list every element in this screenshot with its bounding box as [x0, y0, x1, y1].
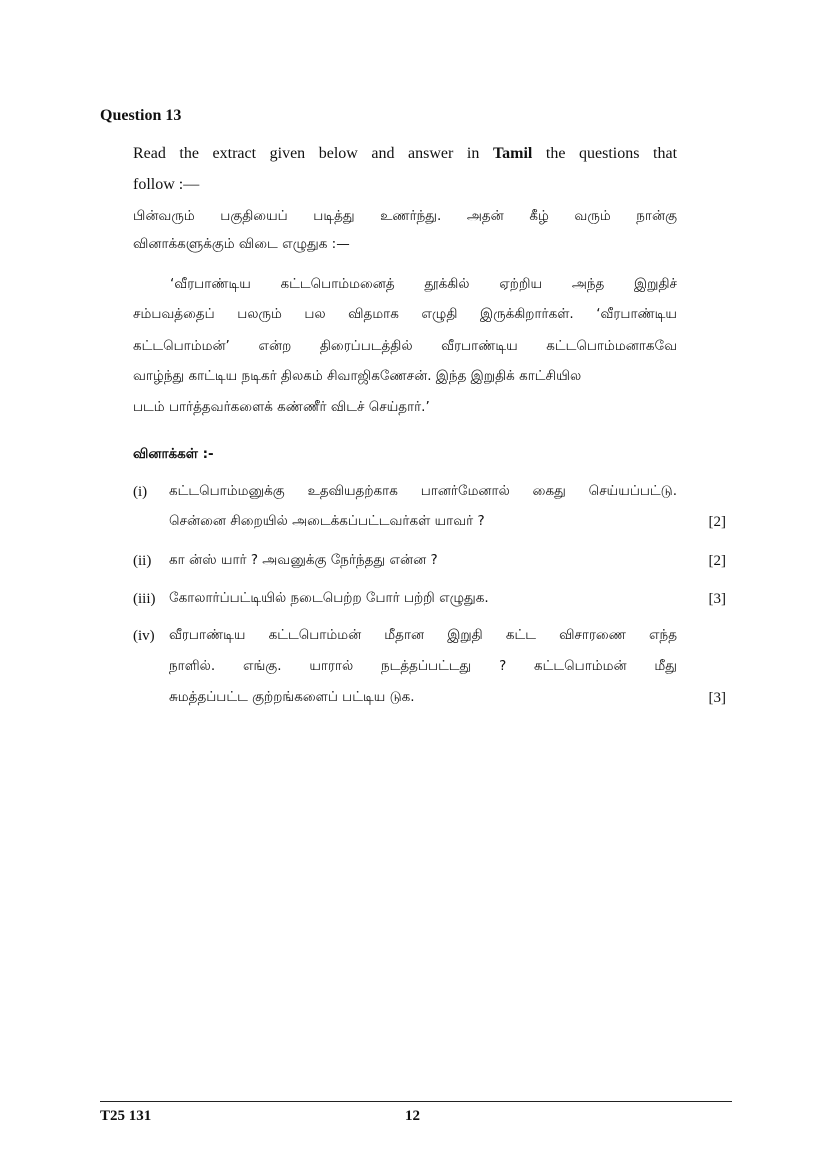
- question-i-marks: [2]: [708, 514, 726, 530]
- footer-divider: [100, 1101, 732, 1102]
- instruction-line-1: [133, 145, 677, 163]
- instruction-text-b: the questions that: [545, 145, 678, 162]
- extract-line-2: சம்பவத்தைப் பலரும் பல விதமாக எழுதி இருக்கிறார்கள். ‘வீரபாண்டிய: [133, 306, 677, 322]
- question-i-line-1: கட்டபொம்மனுக்கு உதவியதற்காக பானர்மேனால் கைது செய்யப்பட்டு.: [169, 483, 677, 499]
- question-iv-line-1: வீரபாண்டிய கட்டபொம்மன் மீதான இறுதி கட்ட விசாரணை எந்த: [169, 627, 677, 643]
- question-ii-marks: [2]: [708, 553, 726, 569]
- question-number-iii: (iii): [133, 591, 156, 607]
- tamil-instruction-line-1: பின்வரும் பகுதியைப் படித்து உணர்ந்து. அதன் கீழ் வரும் நான்கு: [133, 208, 677, 224]
- question-number-iv: (iv): [133, 628, 155, 644]
- question-iv-marks: [3]: [708, 690, 726, 706]
- footer-paper-code: T25 131: [100, 1108, 152, 1124]
- footer-page-number: 12: [405, 1108, 420, 1124]
- instruction-line-2: follow :—: [133, 176, 200, 193]
- question-number-ii: (ii): [133, 553, 152, 569]
- extract-line-3: கட்டபொம்மன்’ என்ற திரைப்படத்தில் வீரபாண்டிய கட்டபொம்மனாகவே: [133, 338, 677, 354]
- question-title: Question 13: [100, 107, 182, 124]
- instruction-text-a: Read the extract given below and answer in: [133, 145, 480, 162]
- extract-line-1: ‘வீரபாண்டிய கட்டபொம்மனைத் தூக்கில் ஏற்றிய அந்த இறுதிச்: [170, 276, 677, 292]
- question-iv-line-2: நாளில். எங்கு. யாரால் நடத்தப்பட்டது ? கட்டபொம்மன் மீது: [169, 658, 677, 674]
- question-number-i: (i): [133, 484, 148, 500]
- tamil-instruction-line-2: வினாக்களுக்கும் விடை எழுதுக :—: [133, 236, 350, 252]
- extract-line-5: படம் பார்த்தவர்களைக் கண்ணீர் விடச் செய்தார்.’: [133, 399, 430, 415]
- question-ii-line-1: கா ன்ஸ் யார் ? அவனுக்கு நேர்ந்தது என்ன ?: [169, 552, 438, 568]
- question-i-line-2: சென்னை சிறையில் அடைக்கப்பட்டவர்கள் யாவர் ?: [169, 513, 485, 529]
- questions-heading: வினாக்கள் :-: [133, 446, 214, 462]
- instruction-bold-tamil: Tamil: [492, 145, 533, 162]
- question-iii-line-1: கோலார்ப்பட்டியில் நடைபெற்ற போர் பற்றி எழுதுக.: [169, 590, 489, 606]
- question-iv-line-3: சுமத்தப்பட்ட குற்றங்களைப் பட்டிய டுக.: [169, 689, 415, 705]
- extract-line-4: வாழ்ந்து காட்டிய நடிகர் திலகம் சிவாஜிகணேசன். இந்த இறுதிக் காட்சியில: [133, 368, 582, 384]
- question-iii-marks: [3]: [708, 591, 726, 607]
